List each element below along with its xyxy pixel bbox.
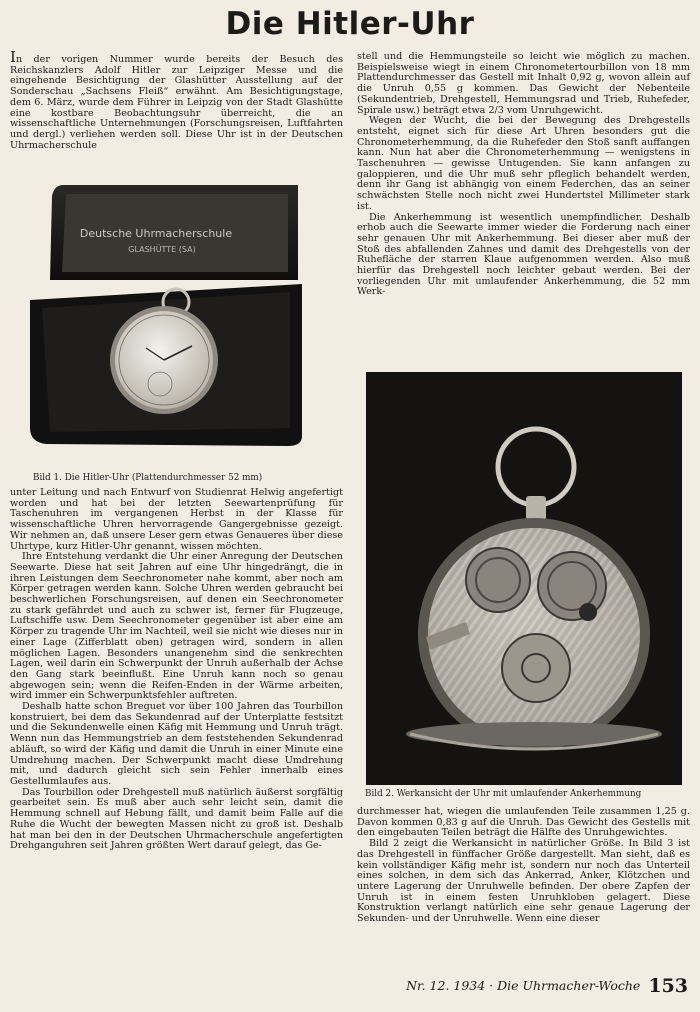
- figure1-caption: Bild 1. Die Hitler-Uhr (Plattendurchmesser 52 mm): [33, 473, 263, 483]
- paragraph: Ihre Entstehung verdankt die Uhr einer Anregung der Deutschen Seewarte. Diese hat seit Jahren auf eine Uhr hingedrängt, die in ihren Leistungen dem Seechronometer nahe kommt, aber noch am Körper getragen werden kann. Solche Uhren werden gebraucht bei beschwerlichen Forschungsreisen, auf denen ein Seechronometer zu stark gefährdet und auch zu schwer ist, ferner für Flugzeuge, Luftschiffe usw. Dem Seechronometer gegenüber ist aber eine am Körper zu tragende Uhr im Nachteil, weil sie nicht wie dieses nur in einer Lage (Zifferblatt oben) getragen wird, sondern in allen möglichen Lagen. Besonders unangenehm sind die senkrechten Lagen, weil darin ein Schwerpunkt der Unruh außerhalb der Achse den Gang stark beeinflußt. Eine Unruh kann noch so genau abgewogen sein; wenn die Reifen-Enden in der Wärme arbeiten, wird immer ein Schwerpunktsfehler auftreten.: [10, 551, 343, 702]
- article-title: Die Hitler-Uhr: [225, 6, 475, 42]
- page-number: 153: [648, 975, 688, 997]
- paragraph: durchmesser hat, wiegen die umlaufenden Teile zusammen 1,25 g. Davon kommen 0,83 g auf die Unruh. Das Gewicht des Gestells mit den eingebauten Teilen beträgt die Hälfte des Unruhgewichtes.: [357, 806, 690, 839]
- issue-line: Nr. 12. 1934 · Die Uhrmacher-Woche: [406, 978, 641, 993]
- page-footer: [406, 975, 688, 997]
- paragraph: Bild 2 zeigt die Werkansicht in natürlicher Größe. In Bild 3 ist das Drehgestell in fünffacher Größe dargestellt. Man sieht, daß es kein vollständiger Käfig mehr ist, sondern nur noch das Unterteil eines solchen, in dem sich das Ankerrad, Anker, Klötzchen und untere Lagerung der Unruhwelle befinden. Der obere Zapfen der Unruh ist in einem festen Unruhkloben gelagert. Diese Konstruktion verlangt natürlich eine sehr genaue Lagerung der Sekunden- und der Unruhwelle. Wenn eine dieser: [357, 838, 690, 925]
- paragraph: unter Leitung und nach Entwurf von Studienrat Helwig angefertigt worden und hat bei der letzten Seewartenprüfung für Taschenuhren im vergangenen Herbst in der Klasse für wissenschaftliche Uhren hervorragende Gangergebnisse gezeigt. Wir nehmen an, daß unsere Leser gern etwas Genaueres über diese Uhrtype, kurz Hitler-Uhr genannt, wissen möchten.: [10, 487, 343, 552]
- paragraph: Deshalb hatte schon Breguet vor über 100 Jahren das Tourbillon konstruiert, bei dem das Sekundenrad auf der Unterplatte festsitzt und die Sekundenwelle einen Käfig mit Hemmung und Unruh trägt. Wenn nun das Hemmungstrieb an dem feststehenden Sekundenrad abläuft, so wird der Käfig und damit die Unruh in einer Minute eine Umdrehung machen. Der Schwerpunkt macht diese Umdrehung mit, und dadurch gleicht sich sein Fehler innerhalb eines Gestellumlaufes aus.: [10, 701, 343, 787]
- column-left-top: [10, 48, 343, 151]
- paragraph: In der vorigen Nummer wurde bereits der Besuch des Reichskanzlers Adolf Hitler zur Leipziger Messe und die eingehende Besichtigung der Glashütter Ausstellung auf der Sonderschau „Sachsens Fleiß“ erwähnt. Am Besichtigungstage, dem 6. März, wurde dem Führer in Leipzig von der Stadt Glashütte eine kostbare Beobachtungsuhr überreicht, die an wissenschaftliche Unternehmungen (Forschungsreisen, Luftfahrten und dergl.) verliehen werden soll. Diese Uhr ist in der Deutschen Uhrmacherschule: [10, 48, 343, 151]
- case-inscription-city: GLASHÜTTE (SA): [128, 245, 196, 254]
- figure-watch-movement: [366, 372, 682, 785]
- figure-hitler-watch-in-case: [26, 180, 306, 455]
- column-right-top: [357, 52, 690, 298]
- paragraph: Das Tourbillon oder Drehgestell muß natürlich äußerst sorgfältig gearbeitet sein. Es muß aber auch sehr leicht sein, damit die Hemmung schnell auf Hebung fällt, und damit beim Falle auf die Ruhe die Wucht der bewegten Massen nicht zu groß ist. Deshalb hat man bei den in der Deutschen Uhrmacherschule angefertigten Drehganguhren seit Jahren größten Wert darauf gelegt, das Ge-: [10, 786, 343, 852]
- column-right-bottom: [357, 807, 690, 925]
- figure2-caption: Bild 2. Werkansicht der Uhr mit umlaufender Ankerhemmung: [365, 789, 642, 799]
- paragraph: Die Ankerhemmung ist wesentlich unempfindlicher. Deshalb erhob auch die Seewarte immer wieder die Forderung nach einer sehr genauen Uhr mit Ankerhemmung. Bei dieser aber muß der Stoß des abfallenden Zahnes und damit des Drehgestells von der Ruhefläche der starren Klaue aufgenommen werden. Also muß hierfür das Drehgestell noch leichter gebaut werden. Bei der vorliegenden Uhr mit umlaufender Ankerhemmung, die 52 mm Werk-: [357, 211, 690, 298]
- paragraph: stell und die Hemmungsteile so leicht wie möglich zu machen. Beispielsweise wiegt in einem Chronometertourbillon von 18 mm Plattendurchmesser das Gestell mit Inhalt 0,92 g, wovon allein auf die Unruh 0,55 g kommen. Das Gewicht der Nebenteile (Sekundentrieb, Drehgestell, Hemmungsrad und Trieb, Ruhefeder, Spirale usw.) beträgt etwa 2/3 vom Unruhgewicht.: [357, 51, 690, 116]
- paragraph: Wegen der Wucht, die bei der Bewegung des Drehgestells entsteht, eignet sich für diese Art Uhren besonders gut die Chronometerhemmung, da die Ruhefeder den Stoß sanft auffangen kann. Nun hat aber die Chronometerhemmung — wenigstens in Taschenuhren — gewisse Untugenden. Sie kann anfangen zu galoppieren, und die Uhr muß sehr pfleglich behandelt werden, denn ihr Gang ist abhängig von einem Federchen, das an seiner schwächsten Stelle noch nicht zwei Hundertstel Millimeter stark ist.: [357, 115, 690, 212]
- column-left-bottom: [10, 488, 343, 852]
- case-inscription: Deutsche Uhrmacherschule: [79, 227, 233, 240]
